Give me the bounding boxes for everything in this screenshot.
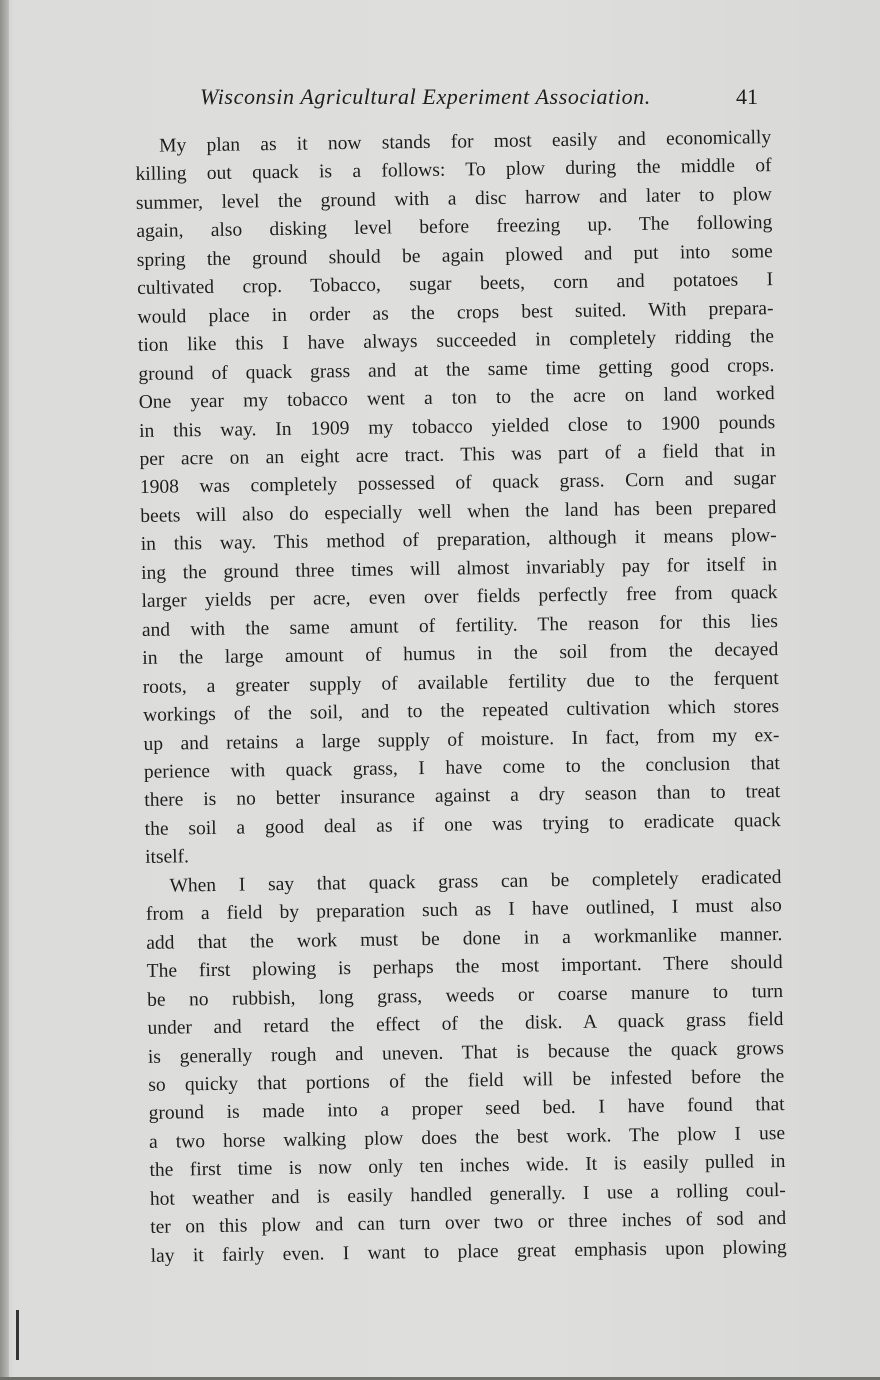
text-line: spring the ground should be again plowed and put into some xyxy=(136,240,773,271)
text-line: When I say that quack grass can be completely eradicated xyxy=(169,866,782,897)
text-line: larger yields per acre, even over fields perfectly free from quack xyxy=(141,582,778,613)
page-number: 41 xyxy=(736,84,758,109)
text-line: the soil a good deal as if one was trying to eradicate quack xyxy=(144,809,781,840)
text-line: workings of the soil, and to the repeated cultivation which stores xyxy=(142,696,780,727)
text-line: hot weather and is easily handled generally. I use a rolling coul- xyxy=(149,1179,786,1210)
text-line: roots, a greater supply of available fertility due to the ferquent xyxy=(142,667,779,698)
text-line: ground of quack grass and at the same time getting good crops. xyxy=(138,354,775,385)
text-line: in this way. In 1909 my tobacco yielded close to 1900 pounds xyxy=(139,411,776,442)
text-line: killing out quack is a follows: To plow during the middle of xyxy=(135,155,772,186)
text-line: a two horse walking plow does the best work. The plow I use xyxy=(148,1122,786,1153)
text-line: there is no better insurance against a dry season than to treat xyxy=(144,781,781,812)
body-text xyxy=(135,124,787,1271)
text-line: under and retard the effect of the disk. A quack grass field xyxy=(147,1009,784,1039)
text-line: ing the ground three times will almost invariably pay for itself in xyxy=(141,553,778,584)
text-line: ground is made into a proper seed bed. I have found that xyxy=(148,1094,785,1125)
text-line: again, also disking level before freezing up. The following xyxy=(136,212,773,243)
text-line: tion like this I have always succeeded in completely ridding the xyxy=(137,326,775,357)
paragraph-2 xyxy=(145,864,786,1271)
running-title: Wisconsin Agricultural Experiment Association. xyxy=(200,84,651,109)
binding-mark xyxy=(16,1310,19,1360)
page-header xyxy=(200,84,760,120)
text-line: lay it fairly even. I want to place great emphasis upon plowing xyxy=(150,1236,787,1267)
text-line: from a field by preparation such as I have outlined, I must also xyxy=(145,895,782,926)
text-line: beets will also do especially well when the land has been prepared xyxy=(140,496,777,527)
text-line: in the large amount of humus in the soil from the decayed xyxy=(142,639,779,670)
text-line: so quicky that portions of the field will be infested before the xyxy=(148,1065,785,1096)
text-line: up and retains a large supply of moisture. In fact, from my ex- xyxy=(143,724,780,755)
text-line: ter on this plow and can turn over two or three inches of sod and xyxy=(150,1208,787,1239)
text-line: per acre on an eight acre tract. This was part of a field that in xyxy=(139,440,776,470)
text-line: itself. xyxy=(144,846,190,869)
text-line: is generally rough and uneven. That is because the quack grows xyxy=(147,1037,784,1068)
text-line: in this way. This method of preparation, although it means plow- xyxy=(140,525,777,556)
text-line: the first time is now only ten inches wide. It is easily pulled in xyxy=(149,1151,786,1182)
text-line: The first plowing is perhaps the most important. There should xyxy=(146,952,783,983)
text-line: One year my tobacco went a ton to the acre on land worked xyxy=(138,383,775,414)
page-binding-edge xyxy=(0,0,9,1380)
text-line: be no rubbish, long grass, weeds or coarse manure to turn xyxy=(146,980,784,1011)
text-line: perience with quack grass, I have come to the conclusion that xyxy=(143,753,781,783)
text-line: 1908 was completely possessed of quack grass. Corn and sugar xyxy=(139,468,777,499)
text-line: summer, level the ground with a disc harrow and later to plow xyxy=(135,184,773,214)
paragraph-1 xyxy=(135,124,781,873)
text-line: cultivated crop. Tobacco, sugar beets, corn and potatoes I xyxy=(137,269,774,300)
text-line: My plan as it now stands for most easily and economically xyxy=(159,127,772,157)
text-line: and with the same amunt of fertility. The reason for this lies xyxy=(141,610,779,641)
text-line: would place in order as the crops best suited. With prepara- xyxy=(137,297,774,328)
text-line: add that the work must be done in a workmanlike manner. xyxy=(146,923,783,954)
